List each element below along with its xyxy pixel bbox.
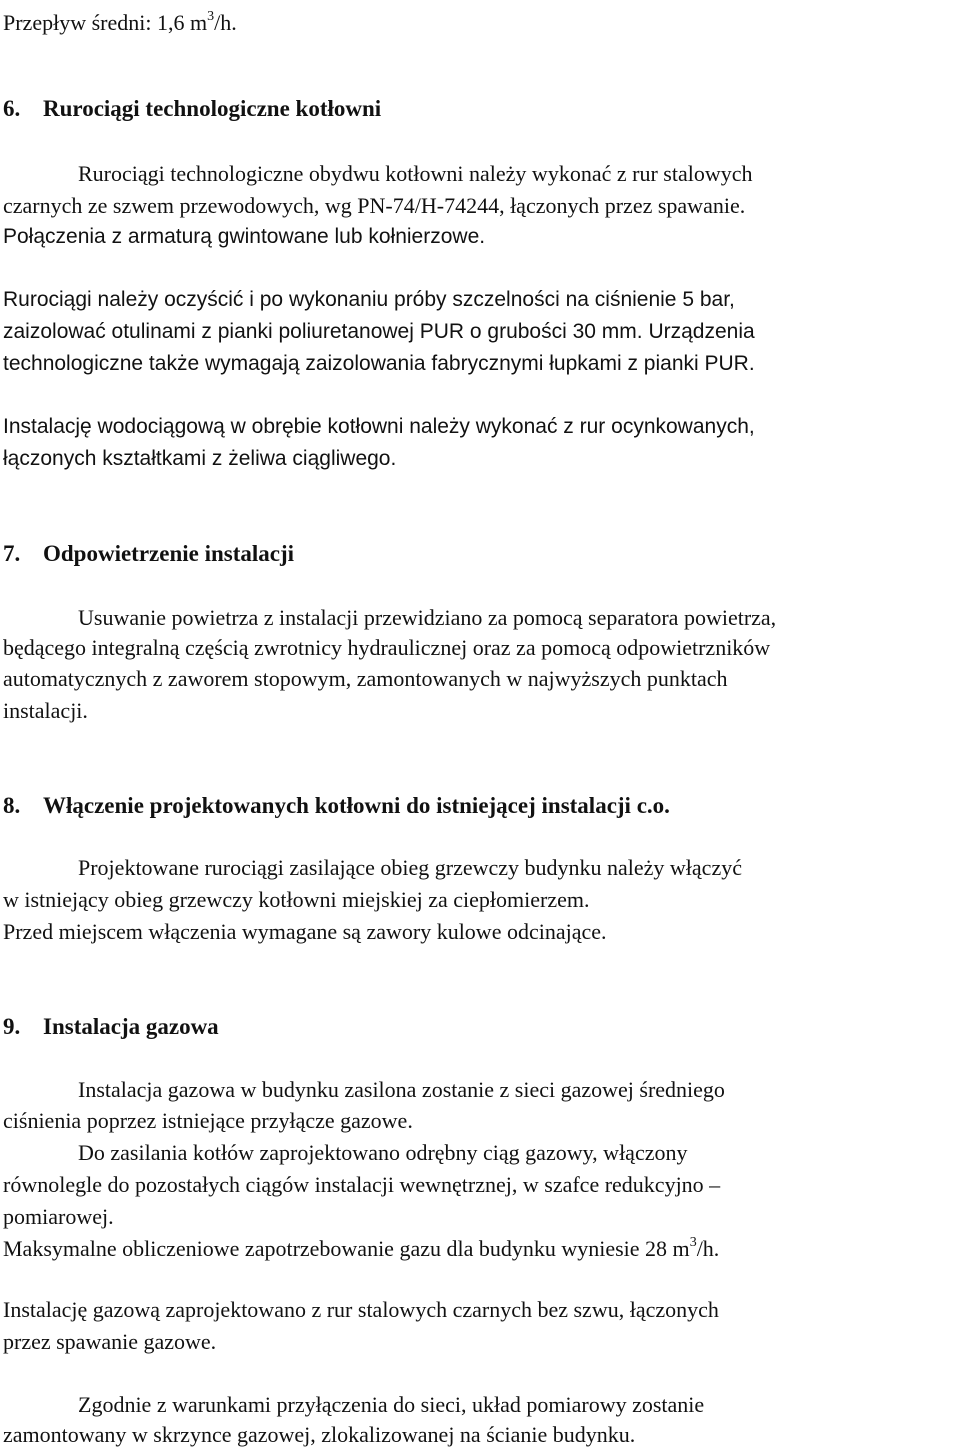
section-7-heading — [3, 541, 294, 567]
paragraph-line: Instalację gazową zaprojektowano z rur stalowych czarnych bez szwu, łączonych — [3, 1297, 719, 1322]
paragraph-line: pomiarowej. — [3, 1204, 114, 1229]
paragraph-line: będącego integralną częścią zwrotnicy hydraulicznej oraz za pomocą odpowietrzników — [3, 635, 771, 660]
paragraph-line: w istniejący obieg grzewczy kotłowni miejskiej za ciepłomierzem. — [3, 887, 590, 912]
section-6-title: Rurociągi technologiczne kotłowni — [43, 96, 382, 121]
paragraph-line: instalacji. — [3, 698, 88, 723]
paragraph-line: automatycznych z zaworem stopowym, zamontowanych w najwyższych punktach — [3, 666, 728, 691]
paragraph-line: Połączenia z armaturą gwintowane lub kołnierzowe. — [3, 225, 486, 248]
max-demand-exponent: 3 — [689, 1234, 697, 1250]
max-demand-unit: /h. — [696, 1236, 720, 1261]
max-gas-demand-line — [3, 1236, 719, 1262]
section-8-heading — [3, 793, 670, 819]
paragraph-line: Zgodnie z warunkami przyłączenia do sieci, układ pomiarowy zostanie — [78, 1392, 705, 1417]
flow-exponent: 3 — [207, 8, 215, 24]
section-6-heading — [3, 96, 381, 122]
section-9-title: Instalacja gazowa — [43, 1014, 219, 1039]
paragraph-line: technologiczne także wymagają zaizolowania fabrycznymi łupkami z pianki PUR. — [3, 352, 755, 375]
paragraph-line: Rurociągi należy oczyścić i po wykonaniu próby szczelności na ciśnienie 5 bar, — [3, 288, 735, 311]
flow-text: Przepływ średni: 1,6 m — [3, 10, 208, 35]
paragraph-line: zamontowany w skrzynce gazowej, zlokalizowanej na ścianie budynku. — [3, 1422, 636, 1447]
section-9-heading — [3, 1014, 219, 1040]
paragraph-line: Projektowane rurociągi zasilające obieg grzewczy budynku należy włączyć — [78, 855, 742, 880]
paragraph-line: Do zasilania kotłów zaprojektowano odrębny ciąg gazowy, włączony — [78, 1140, 688, 1165]
max-demand-text: Maksymalne obliczeniowe zapotrzebowanie gazu dla budynku wyniesie 28 m — [3, 1236, 690, 1261]
paragraph-line: łączonych kształtkami z żeliwa ciągliwego. — [3, 447, 397, 470]
paragraph-line: zaizolować otulinami z pianki poliuretanowej PUR o grubości 30 mm. Urządzenia — [3, 320, 755, 343]
paragraph-line: Rurociągi technologiczne obydwu kotłowni należy wykonać z rur stalowych — [78, 161, 753, 186]
section-7-title: Odpowietrzenie instalacji — [43, 541, 295, 566]
section-8-title: Włączenie projektowanych kotłowni do istniejącej instalacji c.o. — [43, 793, 670, 818]
paragraph-line: ciśnienia poprzez istniejące przyłącze gazowe. — [3, 1108, 413, 1133]
paragraph-line: Instalację wodociągową w obrębie kotłowni należy wykonać z rur ocynkowanych, — [3, 415, 755, 438]
section-7-number: 7. — [3, 541, 21, 566]
average-flow-line — [3, 10, 237, 36]
paragraph-line: Usuwanie powietrza z instalacji przewidziano za pomocą separatora powietrza, — [78, 605, 777, 630]
flow-unit: /h. — [214, 10, 237, 35]
section-9-number: 9. — [3, 1014, 21, 1039]
paragraph-line: przez spawanie gazowe. — [3, 1329, 217, 1354]
paragraph-line: czarnych ze szwem przewodowych, wg PN-74/H-74244, łączonych przez spawanie. — [3, 193, 746, 218]
paragraph-line: Instalacja gazowa w budynku zasilona zostanie z sieci gazowej średniego — [78, 1077, 725, 1102]
section-8-number: 8. — [3, 793, 21, 818]
section-6-number: 6. — [3, 96, 21, 121]
paragraph-line: Przed miejscem włączenia wymagane są zawory kulowe odcinające. — [3, 919, 607, 944]
paragraph-line: równolegle do pozostałych ciągów instalacji wewnętrznej, w szafce redukcyjno – — [3, 1172, 721, 1197]
